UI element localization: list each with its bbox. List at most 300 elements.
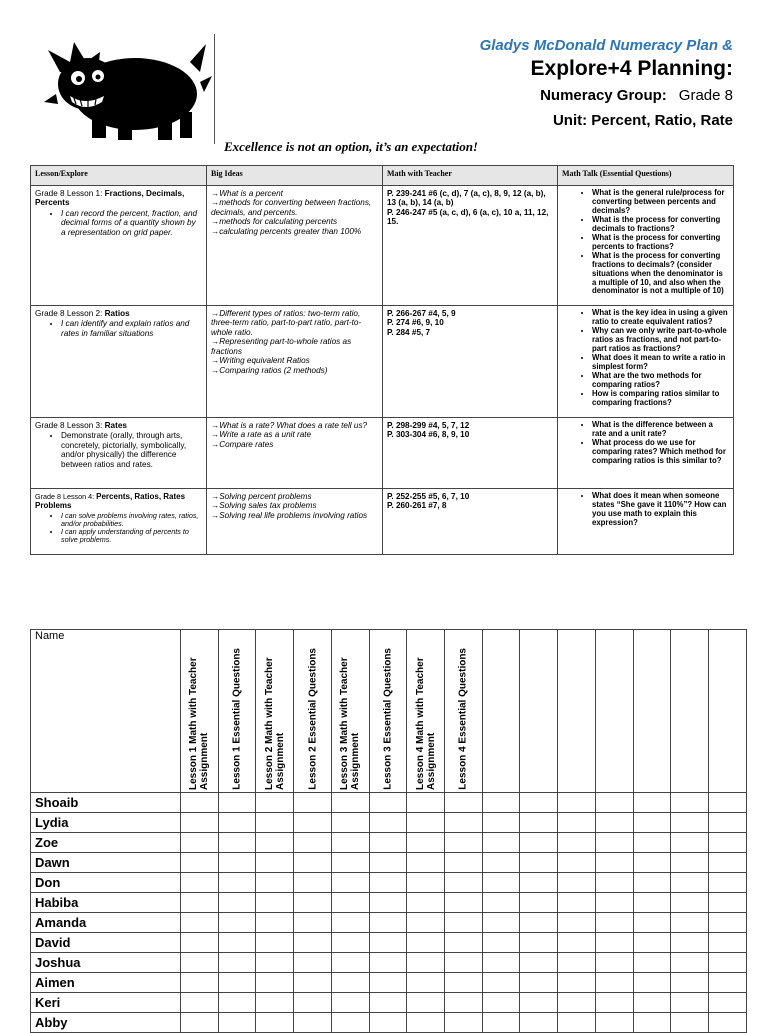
checkoff-cell[interactable] [369, 873, 407, 893]
checkoff-cell[interactable] [294, 893, 332, 913]
table-row [31, 186, 734, 306]
assignment: P. 284 #5, 7 [387, 327, 431, 337]
checkoff-cell[interactable] [256, 1013, 294, 1033]
checkoff-cell[interactable] [633, 953, 671, 973]
checkoff-cell[interactable] [558, 973, 596, 993]
checkoff-cell[interactable] [407, 893, 445, 913]
table-row [31, 893, 747, 913]
checkoff-cell[interactable] [671, 853, 709, 873]
table-row [31, 833, 747, 853]
table-row [31, 973, 747, 993]
roster-col-label: Lesson 4 Math with Teacher Assignment [414, 657, 437, 790]
checkoff-cell[interactable] [218, 973, 256, 993]
checkoff-cell[interactable] [294, 973, 332, 993]
checkoff-cell[interactable] [331, 953, 369, 973]
checkoff-cell[interactable] [520, 873, 558, 893]
question: • Why can we only write part-to-whole ratios as fractions, and not part-to-part ratios as fractions? [592, 327, 729, 354]
plan-title: Gladys McDonald Numeracy Plan & [479, 37, 733, 54]
student-name: Zoe [31, 833, 181, 853]
checkoff-cell[interactable] [709, 873, 747, 893]
checkoff-cell[interactable] [558, 953, 596, 973]
checkoff-cell[interactable] [294, 853, 332, 873]
checkoff-cell[interactable] [369, 993, 407, 1013]
checkoff-cell[interactable] [709, 833, 747, 853]
checkoff-cell[interactable] [520, 833, 558, 853]
big-ideas-cell [207, 418, 383, 489]
roster-col-label: Lesson 4 Essential Questions [457, 648, 469, 790]
checkoff-cell[interactable] [331, 813, 369, 833]
checkoff-cell[interactable] [294, 873, 332, 893]
big-ideas-cell [207, 186, 383, 306]
checkoff-cell[interactable] [709, 793, 747, 813]
checkoff-cell[interactable] [671, 873, 709, 893]
checkoff-cell[interactable] [709, 933, 747, 953]
checkoff-cell[interactable] [369, 793, 407, 813]
checkoff-cell[interactable] [256, 853, 294, 873]
checkoff-cell[interactable] [709, 993, 747, 1013]
checkoff-cell[interactable] [482, 913, 520, 933]
checkoff-cell[interactable] [331, 853, 369, 873]
checkoff-cell[interactable] [369, 833, 407, 853]
checkoff-cell[interactable] [558, 1013, 596, 1033]
col-big-ideas: Big Ideas [207, 166, 383, 186]
roster-col-label: Lesson 3 Essential Questions [382, 648, 394, 790]
big-idea: →Solving percent problems [211, 492, 312, 501]
checkoff-cell[interactable] [558, 813, 596, 833]
student-name: Habiba [31, 893, 181, 913]
checkoff-cell[interactable] [331, 1013, 369, 1033]
checkoff-cell[interactable] [633, 873, 671, 893]
checkoff-cell[interactable] [595, 913, 633, 933]
checkoff-cell[interactable] [482, 953, 520, 973]
checkoff-cell[interactable] [181, 873, 219, 893]
group-label: Numeracy Group: [540, 87, 667, 104]
checkoff-cell[interactable] [445, 953, 483, 973]
checkoff-cell[interactable] [482, 1013, 520, 1033]
checkoff-cell[interactable] [445, 1013, 483, 1033]
checkoff-cell[interactable] [558, 993, 596, 1013]
checkoff-cell[interactable] [181, 953, 219, 973]
question: • What does it mean to write a ratio in simplest form? [592, 354, 729, 372]
table-row [31, 933, 747, 953]
school-logo [40, 32, 212, 144]
checkoff-cell[interactable] [520, 993, 558, 1013]
checkoff-cell[interactable] [218, 1013, 256, 1033]
checkoff-cell[interactable] [558, 793, 596, 813]
checkoff-cell[interactable] [595, 813, 633, 833]
table-row [31, 489, 734, 555]
outcome: • I can apply understanding of percents to solve problems. [61, 528, 202, 545]
roster-col-empty [558, 630, 596, 793]
checkoff-cell[interactable] [407, 953, 445, 973]
checkoff-cell[interactable] [256, 993, 294, 1013]
outcome: • I can record the percent, fraction, and decimal forms of a quantity shown by a representation on grid paper. [61, 209, 202, 237]
lesson-title: Percents, Ratios, Rates Problems [35, 492, 186, 511]
checkoff-cell[interactable] [218, 793, 256, 813]
question: • What process do we use for comparing rates? Which method for comparing ratios is this similar to? [592, 439, 729, 466]
checkoff-cell[interactable] [520, 1013, 558, 1033]
math-teacher-cell [383, 186, 558, 306]
checkoff-cell[interactable] [218, 873, 256, 893]
checkoff-cell[interactable] [331, 833, 369, 853]
checkoff-cell[interactable] [218, 953, 256, 973]
col-lesson: Lesson/Explore [31, 166, 207, 186]
big-idea: →Comparing ratios (2 methods) [211, 365, 328, 375]
student-name: Dawn [31, 853, 181, 873]
checkoff-cell[interactable] [218, 913, 256, 933]
checkoff-cell[interactable] [294, 1013, 332, 1033]
checkoff-cell[interactable] [218, 813, 256, 833]
checkoff-cell[interactable] [294, 793, 332, 813]
checkoff-cell[interactable] [294, 993, 332, 1013]
table-row [31, 853, 747, 873]
group-value: Grade 8 [678, 87, 733, 104]
checkoff-cell[interactable] [709, 953, 747, 973]
roster-col-label: Lesson 3 Math with Teacher Assignment [339, 657, 362, 790]
col-math-talk: Math Talk (Essential Questions) [558, 166, 734, 186]
checkoff-cell[interactable] [218, 853, 256, 873]
checkoff-cell[interactable] [218, 933, 256, 953]
question: • What is the key idea in using a given ratio to create equivalent ratios? [592, 309, 729, 327]
checkoff-cell[interactable] [482, 833, 520, 853]
roster-col-label: Lesson 1 Essential Questions [231, 648, 243, 790]
outcome: • I can solve problems involving rates, ratios, and/or probabilities. [61, 512, 202, 529]
checkoff-cell[interactable] [709, 813, 747, 833]
roster-col-empty [595, 630, 633, 793]
checkoff-cell[interactable] [331, 993, 369, 1013]
checkoff-cell[interactable] [445, 853, 483, 873]
question: • How is comparing ratios similar to comparing fractions? [592, 390, 729, 408]
table-row [31, 306, 734, 418]
checkoff-cell[interactable] [671, 913, 709, 933]
questions-cell [558, 418, 734, 489]
checkoff-cell[interactable] [445, 973, 483, 993]
lesson-prefix: Grade 8 Lesson 3: [35, 421, 105, 430]
checkoff-cell[interactable] [558, 933, 596, 953]
checkoff-cell[interactable] [595, 933, 633, 953]
checkoff-cell[interactable] [482, 793, 520, 813]
header-divider [214, 34, 215, 144]
checkoff-cell[interactable] [294, 813, 332, 833]
checkoff-cell[interactable] [633, 1013, 671, 1033]
checkoff-cell[interactable] [558, 853, 596, 873]
checkoff-cell[interactable] [520, 853, 558, 873]
checkoff-cell[interactable] [671, 1013, 709, 1033]
checkoff-cell[interactable] [181, 993, 219, 1013]
assignment: P. 246-247 #5 (a, c, d), 6 (a, c), 10 a, 11, 12, 15. [387, 207, 549, 227]
checkoff-cell[interactable] [407, 873, 445, 893]
checkoff-cell[interactable] [256, 873, 294, 893]
checkoff-cell[interactable] [671, 953, 709, 973]
checkoff-cell[interactable] [709, 973, 747, 993]
big-idea: →Different types of ratios: two-term ratio, three-term ratio, part-to-part ratio, part-to-whole ratio. [211, 309, 362, 337]
question: • What does it mean when someone states “She gave it 110%”? How can you use math to explain this expression? [592, 492, 729, 528]
checkoff-cell[interactable] [709, 913, 747, 933]
lesson-prefix: Grade 8 Lesson 1: [35, 189, 105, 198]
student-name: Aimen [31, 973, 181, 993]
checkoff-cell[interactable] [369, 1013, 407, 1033]
big-idea: →What is a percent [211, 189, 283, 198]
checkoff-cell[interactable] [331, 973, 369, 993]
lesson-cell [31, 306, 207, 418]
checkoff-cell[interactable] [407, 993, 445, 1013]
checkoff-cell[interactable] [671, 833, 709, 853]
checkoff-cell[interactable] [181, 933, 219, 953]
checkoff-cell[interactable] [482, 993, 520, 1013]
student-name: David [31, 933, 181, 953]
checkoff-cell[interactable] [407, 973, 445, 993]
checkoff-cell[interactable] [633, 833, 671, 853]
student-name: Lydia [31, 813, 181, 833]
table-row [31, 913, 747, 933]
question: • What are the two methods for comparing ratios? [592, 372, 729, 390]
checkoff-cell[interactable] [256, 973, 294, 993]
checkoff-cell[interactable] [709, 853, 747, 873]
checkoff-cell[interactable] [407, 933, 445, 953]
checkoff-cell[interactable] [633, 793, 671, 813]
student-roster-table [30, 629, 747, 1033]
checkoff-cell[interactable] [595, 793, 633, 813]
big-idea: →Write a rate as a unit rate [211, 430, 312, 440]
checkoff-cell[interactable] [407, 913, 445, 933]
checkoff-cell[interactable] [256, 793, 294, 813]
big-idea: →Writing equivalent Ratios [211, 356, 310, 366]
checkoff-cell[interactable] [520, 953, 558, 973]
checkoff-cell[interactable] [331, 913, 369, 933]
checkoff-cell[interactable] [520, 973, 558, 993]
checkoff-cell[interactable] [558, 893, 596, 913]
roster-col-empty [709, 630, 747, 793]
checkoff-cell[interactable] [520, 813, 558, 833]
col-math-teacher: Math with Teacher [383, 166, 558, 186]
big-idea: →Compare rates [211, 439, 274, 449]
checkoff-cell[interactable] [520, 913, 558, 933]
checkoff-cell[interactable] [331, 793, 369, 813]
lesson-cell [31, 418, 207, 489]
assignment: P. 274 #6, 9, 10 [387, 318, 444, 328]
assignment: P. 239-241 #6 (c, d), 7 (a, c), 8, 9, 12 (a, b), 13 (a, b), 14 (a, b) [387, 189, 546, 208]
roster-col-label: Lesson 1 Math with Teacher Assignment [188, 657, 211, 790]
lesson-title: Rates [104, 421, 127, 430]
lesson-title: Fractions, Decimals, Percents [35, 189, 185, 208]
numeracy-group [540, 87, 733, 104]
checkoff-cell[interactable] [558, 913, 596, 933]
student-name: Amanda [31, 913, 181, 933]
checkoff-cell[interactable] [671, 893, 709, 913]
checkoff-cell[interactable] [445, 993, 483, 1013]
unit-title: Unit: Percent, Ratio, Rate [552, 112, 733, 129]
checkoff-cell[interactable] [294, 953, 332, 973]
checkoff-cell[interactable] [256, 933, 294, 953]
checkoff-cell[interactable] [181, 833, 219, 853]
checkoff-cell[interactable] [369, 933, 407, 953]
student-name: Keri [31, 993, 181, 1013]
checkoff-cell[interactable] [482, 973, 520, 993]
roster-col-header [445, 630, 483, 793]
checkoff-cell[interactable] [369, 853, 407, 873]
assignment: P. 266-267 #4, 5, 9 [387, 309, 456, 318]
checkoff-cell[interactable] [633, 933, 671, 953]
question: • What is the general rule/process for converting between percents and decimals? [592, 189, 729, 216]
lesson-prefix: Grade 8 Lesson 4: [35, 492, 97, 501]
table-row [31, 418, 734, 489]
checkoff-cell[interactable] [294, 913, 332, 933]
checkoff-cell[interactable] [633, 853, 671, 873]
checkoff-cell[interactable] [445, 793, 483, 813]
checkoff-cell[interactable] [633, 893, 671, 913]
checkoff-cell[interactable] [595, 873, 633, 893]
checkoff-cell[interactable] [294, 833, 332, 853]
roster-col-header [369, 630, 407, 793]
checkoff-cell[interactable] [709, 893, 747, 913]
lesson-title: Ratios [104, 309, 130, 318]
big-idea: →Solving real life problems involving ratios [211, 510, 368, 520]
assignment: P. 303-304 #6, 8, 9, 10 [387, 430, 470, 440]
checkoff-cell[interactable] [218, 993, 256, 1013]
checkoff-cell[interactable] [369, 913, 407, 933]
checkoff-cell[interactable] [407, 833, 445, 853]
checkoff-cell[interactable] [369, 893, 407, 913]
checkoff-cell[interactable] [181, 893, 219, 913]
checkoff-cell[interactable] [482, 853, 520, 873]
big-idea: →methods for converting between fractions, decimals, and percents. [211, 198, 372, 217]
checkoff-cell[interactable] [482, 933, 520, 953]
checkoff-cell[interactable] [181, 913, 219, 933]
assignment: P. 252-255 #5, 6, 7, 10 [387, 492, 470, 501]
checkoff-cell[interactable] [482, 893, 520, 913]
student-name: Joshua [31, 953, 181, 973]
checkoff-cell[interactable] [709, 1013, 747, 1033]
checkoff-cell[interactable] [445, 913, 483, 933]
math-teacher-cell [383, 489, 558, 555]
checkoff-cell[interactable] [331, 933, 369, 953]
checkoff-cell[interactable] [181, 1013, 219, 1033]
checkoff-cell[interactable] [218, 893, 256, 913]
roster-col-empty [520, 630, 558, 793]
outcome: • Demonstrate (orally, through arts, concretely, pictorially, symbolically, and/or physically) the difference between ratios and rates. [61, 431, 202, 469]
checkoff-cell[interactable] [595, 953, 633, 973]
checkoff-cell[interactable] [558, 873, 596, 893]
explore-title: Explore+4 Planning: [530, 57, 733, 80]
question: • What is the process for converting fractions to decimals? (consider situations when the denominator is a multiple of 10, and also when the denominator is not a multiple of 10) [592, 252, 729, 297]
checkoff-cell[interactable] [256, 913, 294, 933]
student-name: Shoaib [31, 793, 181, 813]
name-header: Name [31, 630, 181, 793]
checkoff-cell[interactable] [482, 873, 520, 893]
big-ideas-cell [207, 306, 383, 418]
checkoff-cell[interactable] [671, 973, 709, 993]
checkoff-cell[interactable] [294, 933, 332, 953]
checkoff-cell[interactable] [369, 953, 407, 973]
checkoff-cell[interactable] [256, 813, 294, 833]
student-name: Abby [31, 1013, 181, 1033]
lesson-cell [31, 186, 207, 306]
lesson-cell [31, 489, 207, 555]
roster-col-empty [482, 630, 520, 793]
checkoff-cell[interactable] [445, 933, 483, 953]
big-idea: →calculating percents greater than 100% [211, 226, 362, 236]
checkoff-cell[interactable] [482, 813, 520, 833]
checkoff-cell[interactable] [331, 873, 369, 893]
question: • What is the process for converting percents to fractions? [592, 234, 729, 252]
checkoff-cell[interactable] [369, 973, 407, 993]
checkoff-cell[interactable] [671, 933, 709, 953]
checkoff-cell[interactable] [671, 813, 709, 833]
checkoff-cell[interactable] [445, 833, 483, 853]
checkoff-cell[interactable] [181, 973, 219, 993]
checkoff-cell[interactable] [633, 993, 671, 1013]
lesson-plan-table [30, 165, 734, 555]
checkoff-cell[interactable] [671, 993, 709, 1013]
table-row [31, 813, 747, 833]
roster-col-header [294, 630, 332, 793]
questions-cell [558, 186, 734, 306]
questions-cell [558, 489, 734, 555]
question: • What is the process for converting decimals to fractions? [592, 216, 729, 234]
checkoff-cell[interactable] [181, 813, 219, 833]
checkoff-cell[interactable] [181, 793, 219, 813]
checkoff-cell[interactable] [407, 1013, 445, 1033]
checkoff-cell[interactable] [256, 953, 294, 973]
roster-col-header [407, 630, 445, 793]
checkoff-cell[interactable] [558, 833, 596, 853]
roster-col-label: Lesson 2 Math with Teacher Assignment [263, 657, 286, 790]
checkoff-cell[interactable] [595, 1013, 633, 1033]
roster-col-empty [633, 630, 671, 793]
big-idea: →What is a rate? What does a rate tell us? [211, 421, 368, 430]
lesson-prefix: Grade 8 Lesson 2: [35, 309, 105, 318]
checkoff-cell[interactable] [595, 993, 633, 1013]
questions-cell [558, 306, 734, 418]
math-teacher-cell [383, 418, 558, 489]
checkoff-cell[interactable] [595, 893, 633, 913]
checkoff-cell[interactable] [407, 853, 445, 873]
checkoff-cell[interactable] [445, 893, 483, 913]
checkoff-cell[interactable] [595, 853, 633, 873]
checkoff-cell[interactable] [520, 893, 558, 913]
checkoff-cell[interactable] [218, 833, 256, 853]
table-row [31, 793, 747, 813]
checkoff-cell[interactable] [633, 973, 671, 993]
big-idea: →Solving sales tax problems [211, 501, 317, 511]
roster-col-header [218, 630, 256, 793]
checkoff-cell[interactable] [633, 813, 671, 833]
checkoff-cell[interactable] [633, 913, 671, 933]
checkoff-cell[interactable] [445, 873, 483, 893]
checkoff-cell[interactable] [520, 933, 558, 953]
checkoff-cell[interactable] [595, 973, 633, 993]
checkoff-cell[interactable] [256, 893, 294, 913]
table-row [31, 953, 747, 973]
checkoff-cell[interactable] [256, 833, 294, 853]
checkoff-cell[interactable] [181, 853, 219, 873]
big-idea: →methods for calculating percents [211, 217, 338, 227]
checkoff-cell[interactable] [445, 813, 483, 833]
checkoff-cell[interactable] [671, 793, 709, 813]
roster-col-header [181, 630, 219, 793]
checkoff-cell[interactable] [369, 813, 407, 833]
checkoff-cell[interactable] [595, 833, 633, 853]
roster-col-header [256, 630, 294, 793]
checkoff-cell[interactable] [407, 813, 445, 833]
checkoff-cell[interactable] [407, 793, 445, 813]
table-row [31, 873, 747, 893]
checkoff-cell[interactable] [520, 793, 558, 813]
question: • What is the difference between a rate and a unit rate? [592, 421, 729, 439]
big-ideas-cell [207, 489, 383, 555]
roster-col-empty [671, 630, 709, 793]
checkoff-cell[interactable] [331, 893, 369, 913]
